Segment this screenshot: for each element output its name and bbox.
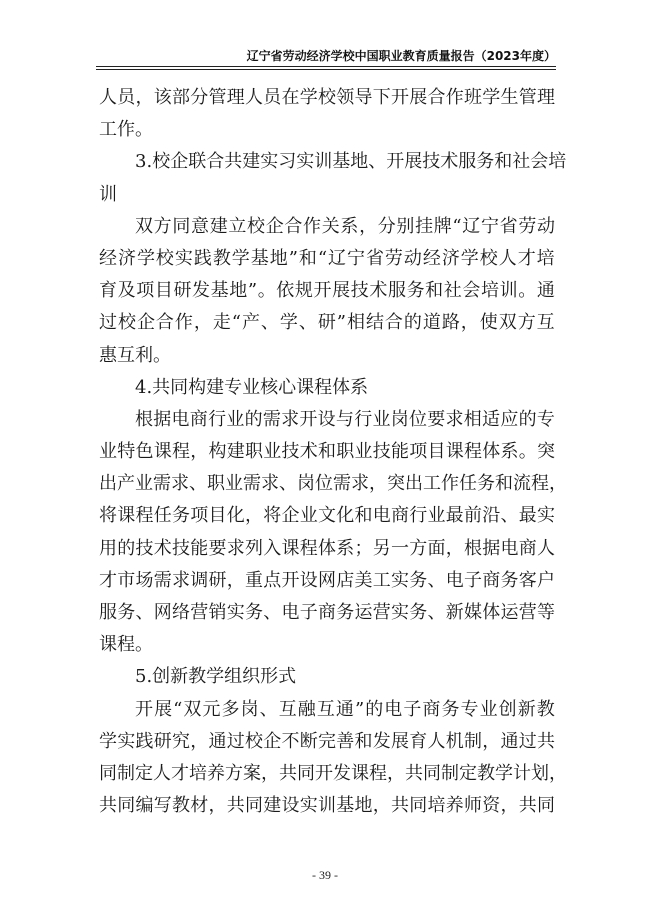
- header-rule-thin: [96, 69, 556, 70]
- text-line: 用 的 技 术 技 能 要 求 列 入 课 程 体 系 ； 另 一 方 面 ， 根 据 电 商 人: [99, 537, 555, 559]
- text-line: 学 实 践 研 究 ， 通 过 校 企 不 断 完 善 和 发 展 育 人 机 制 ， 通 过 共: [99, 730, 555, 752]
- text-line: 将 课 程 任 务 项 目 化 ， 将 企 业 文 化 和 电 商 行 业 最 前 沿 、 最 实: [99, 505, 555, 527]
- text-line: 惠互利。: [99, 344, 171, 366]
- text-line: 才 市 场 需 求 调 研 ， 重 点 开 设 网 店 美 工 实 务 、 电 子 商 务 客 户: [99, 569, 555, 591]
- text-line: 课程。: [99, 634, 153, 656]
- text-line: 5.创新教学组织形式: [135, 666, 297, 688]
- text-line: 同 制 定 人 才 培 养 方 案 ， 共 同 开 发 课 程 ， 共 同 制 定 教 学 计 划 ，: [99, 762, 567, 784]
- text-line: 3 . 校 企 联 合 共 建 实 习 实 训 基 地 、 开 展 技 术 服 务 和 社 会 培: [135, 151, 567, 173]
- text-line: 双 方 同 意 建 立 校 企 合 作 关 系 ， 分 别 挂 牌 “ 辽 宁 省 劳 动: [135, 215, 555, 237]
- text-line: 根 据 电 商 行 业 的 需 求 开 设 与 行 业 岗 位 要 求 相 适 应 的 专: [135, 408, 555, 430]
- page-number: - 39 -: [312, 868, 338, 882]
- text-line: 人 员 ， 该 部 分 管 理 人 员 在 学 校 领 导 下 开 展 合 作 班 学 生 管 理: [99, 87, 555, 108]
- text-line: 4.共同构建专业核心课程体系: [135, 376, 369, 398]
- text-line: 共 同 编 写 教 材 ， 共 同 建 设 实 训 基 地 ， 共 同 培 养 师 资 ， 共 同: [99, 795, 555, 817]
- text-line: 经 济 学 校 实 践 教 学 基 地 ” 和 “ 辽 宁 省 劳 动 经 济 学 校 人 才 培: [99, 247, 555, 269]
- text-line: 过 校 企 合 作 ， 走 “ 产 、 学 、 研 ” 相 结 合 的 道 路 ， 使 双 方 互: [99, 312, 555, 334]
- text-line: 开 展 “ 双 元 多 岗 、 互 融 互 通 ” 的 电 子 商 务 专 业 创 新 教: [135, 698, 555, 720]
- body-text: [99, 82, 567, 822]
- text-line: 工作。: [99, 119, 153, 141]
- text-line: 出 产 业 需 求 、 职 业 需 求 、 岗 位 需 求 ， 突 出 工 作 任 务 和 流 程 ，: [99, 473, 567, 495]
- text-line: 训: [99, 183, 117, 205]
- page-header: 辽宁省劳动经济学校中国职业教育质量报告（2023年度）: [246, 49, 556, 63]
- text-line: 服 务 、 网 络 营 销 实 务 、 电 子 商 务 运 营 实 务 、 新 媒 体 运 营 等: [99, 602, 555, 623]
- header-rule: [96, 66, 556, 67]
- text-line: 育 及 项 目 研 发 基 地 ” 。 依 规 开 展 技 术 服 务 和 社 会 培 训 。 通: [99, 280, 555, 302]
- text-line: 业 特 色 课 程 ， 构 建 职 业 技 术 和 职 业 技 能 项 目 课 程 体 系 。 突: [99, 441, 555, 463]
